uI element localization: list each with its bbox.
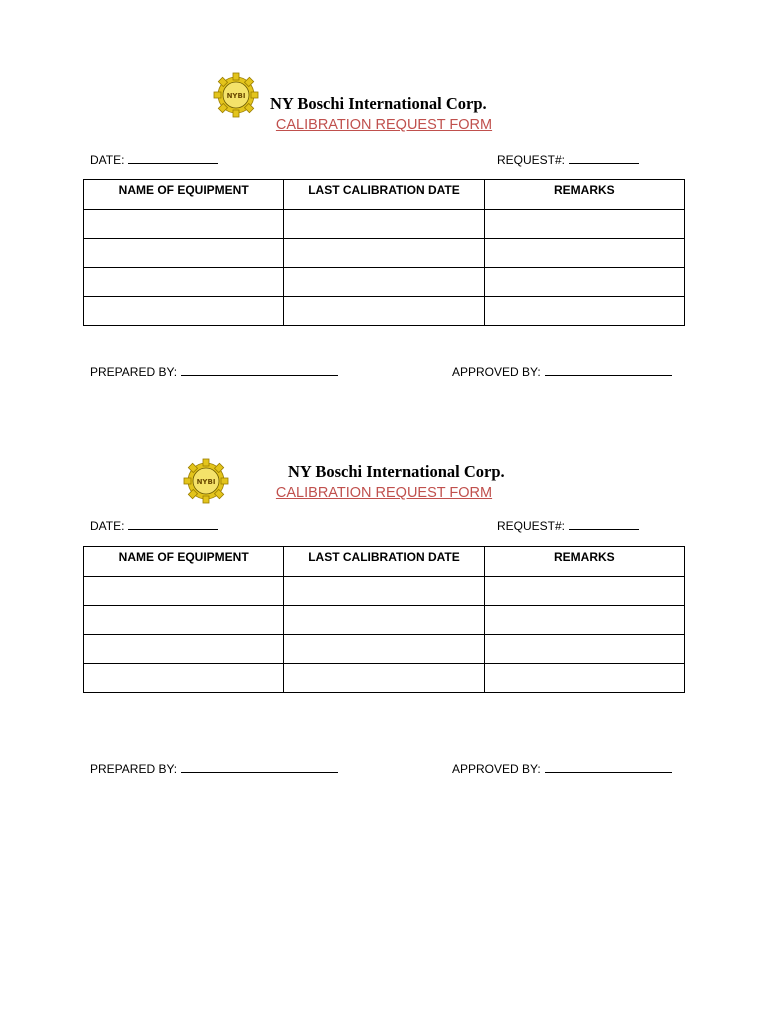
table-row <box>84 606 685 635</box>
approved-by-blank-line[interactable] <box>545 760 672 773</box>
table-cell[interactable] <box>284 210 484 239</box>
table-cell[interactable] <box>484 577 684 606</box>
table-row <box>84 210 685 239</box>
table-cell[interactable] <box>284 297 484 326</box>
prepared-by-blank-line[interactable] <box>181 363 338 376</box>
approved-by-blank-line[interactable] <box>545 363 672 376</box>
table-cell[interactable] <box>484 268 684 297</box>
gear-logo-icon <box>213 72 259 118</box>
table-cell[interactable] <box>284 664 484 693</box>
table-cell[interactable] <box>84 664 284 693</box>
request-number-field[interactable] <box>497 517 639 533</box>
table-row <box>84 239 685 268</box>
approved-by-field[interactable] <box>452 363 672 379</box>
company-name: NY Boschi International Corp. <box>270 94 487 113</box>
column-header-remarks: REMARKS <box>484 180 684 210</box>
column-header-last-calibration: LAST CALIBRATION DATE <box>284 547 484 577</box>
approved-by-label: APPROVED BY: <box>452 762 541 776</box>
approved-by-field[interactable] <box>452 760 672 776</box>
table-cell[interactable] <box>84 210 284 239</box>
table-cell[interactable] <box>84 577 284 606</box>
date-blank-line[interactable] <box>128 517 218 530</box>
table-cell[interactable] <box>284 577 484 606</box>
table-cell[interactable] <box>484 210 684 239</box>
svg-text:NYBI: NYBI <box>196 478 216 486</box>
request-label: REQUEST#: <box>497 519 566 533</box>
table-cell[interactable] <box>284 268 484 297</box>
date-field[interactable] <box>90 151 218 167</box>
table-cell[interactable] <box>484 606 684 635</box>
date-label: DATE: <box>90 153 125 167</box>
table-header-row <box>84 180 685 210</box>
equipment-table <box>83 546 685 693</box>
table-cell[interactable] <box>484 297 684 326</box>
prepared-by-field[interactable] <box>90 363 338 379</box>
table-header-row <box>84 547 685 577</box>
column-header-remarks: REMARKS <box>484 547 684 577</box>
date-blank-line[interactable] <box>128 151 218 164</box>
table-cell[interactable] <box>484 635 684 664</box>
table-row <box>84 664 685 693</box>
request-blank-line[interactable] <box>569 151 639 164</box>
equipment-table <box>83 179 685 326</box>
date-field[interactable] <box>90 517 218 533</box>
request-number-field[interactable] <box>497 151 639 167</box>
column-header-last-calibration: LAST CALIBRATION DATE <box>284 180 484 210</box>
form-title: CALIBRATION REQUEST FORM <box>275 485 493 501</box>
svg-text:NYBI: NYBI <box>226 92 246 100</box>
table-cell[interactable] <box>84 268 284 297</box>
table-row <box>84 577 685 606</box>
column-header-equipment: NAME OF EQUIPMENT <box>84 547 284 577</box>
prepared-by-label: PREPARED BY: <box>90 365 178 379</box>
table-cell[interactable] <box>284 239 484 268</box>
table-row <box>84 635 685 664</box>
form-title: CALIBRATION REQUEST FORM <box>275 117 493 133</box>
table-cell[interactable] <box>84 239 284 268</box>
table-row <box>84 268 685 297</box>
date-label: DATE: <box>90 519 125 533</box>
prepared-by-label: PREPARED BY: <box>90 762 178 776</box>
approved-by-label: APPROVED BY: <box>452 365 541 379</box>
prepared-by-blank-line[interactable] <box>181 760 338 773</box>
prepared-by-field[interactable] <box>90 760 338 776</box>
company-name: NY Boschi International Corp. <box>288 462 505 481</box>
table-row <box>84 297 685 326</box>
table-cell[interactable] <box>84 635 284 664</box>
table-cell[interactable] <box>84 606 284 635</box>
table-cell[interactable] <box>284 606 484 635</box>
table-cell[interactable] <box>484 664 684 693</box>
table-cell[interactable] <box>284 635 484 664</box>
column-header-equipment: NAME OF EQUIPMENT <box>84 180 284 210</box>
request-label: REQUEST#: <box>497 153 566 167</box>
request-blank-line[interactable] <box>569 517 639 530</box>
table-cell[interactable] <box>484 239 684 268</box>
table-cell[interactable] <box>84 297 284 326</box>
